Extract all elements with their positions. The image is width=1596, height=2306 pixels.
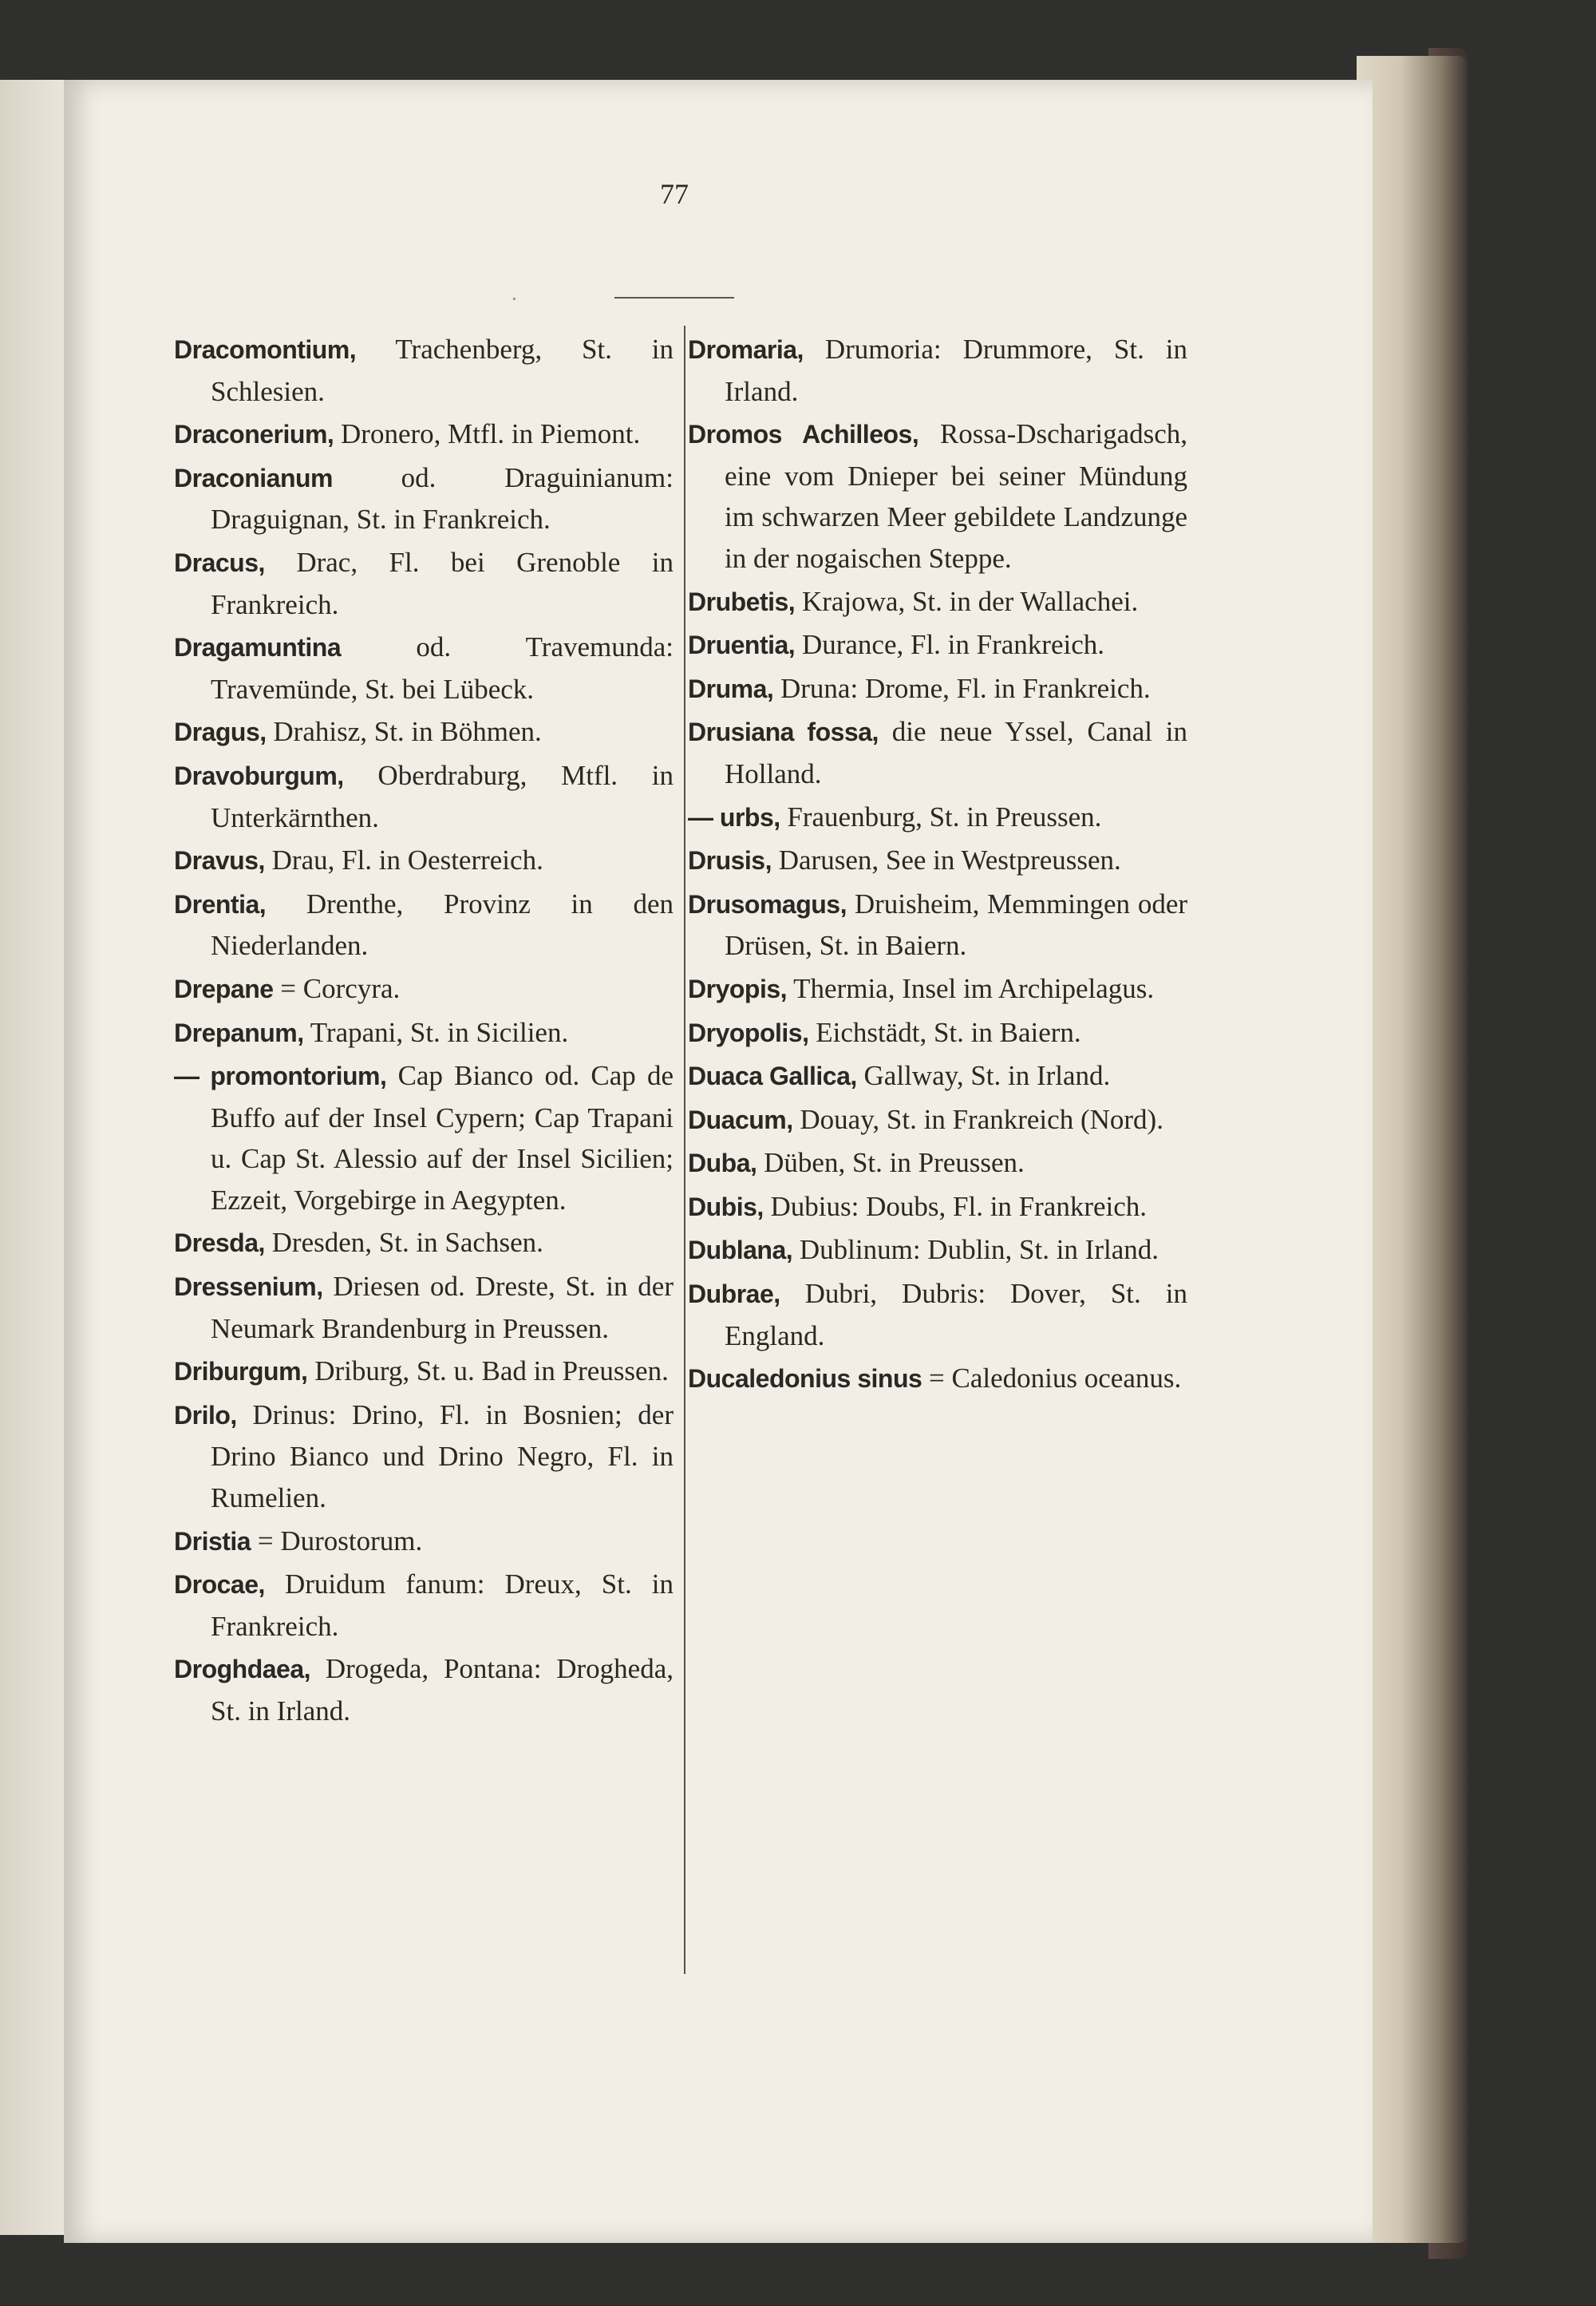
entry-definition: Durance, Fl. in Frankreich. — [801, 629, 1104, 661]
entry-definition: Dubius: Doubs, Fl. in Frankreich. — [770, 1190, 1148, 1222]
dictionary-entry — [174, 542, 674, 625]
dictionary-entry — [174, 1648, 674, 1731]
dictionary-entry — [688, 797, 1187, 839]
entry-definition: Drau, Fl. in Oesterreich. — [271, 844, 543, 876]
entry-definition: Eichstädt, St. in Baiern. — [816, 1016, 1081, 1048]
entry-headword: Dravoburgum, — [174, 761, 344, 790]
entry-definition: Driesen od. Dreste, St. in der Neumark Brandenburg in Preussen. — [211, 1271, 674, 1344]
entry-headword: Druma, — [688, 674, 774, 703]
entry-definition: die neue Yssel, Canal in Holland. — [725, 716, 1188, 789]
entry-definition: Oberdraburg, Mtfl. in Unterkärnthen. — [211, 759, 674, 833]
entry-definition: Drumoria: Drummore, St. in Irland. — [725, 334, 1188, 407]
entry-definition: Dronero, Mtfl. in Piemont. — [341, 418, 641, 450]
entry-headword: Dravus, — [174, 846, 265, 876]
entry-definition: Dublinum: Dublin, St. in Irland. — [799, 1234, 1159, 1266]
dictionary-entry — [688, 884, 1187, 967]
dictionary-entry — [174, 1564, 674, 1647]
entry-definition: od. Travemunda: Travemünde, St. bei Lübeck. — [211, 631, 674, 705]
entry-headword: Dragamuntina — [174, 633, 342, 663]
ink-speck: · — [511, 287, 518, 310]
entry-headword: Drentia, — [174, 889, 267, 919]
entry-headword: Dresda, — [174, 1228, 265, 1258]
left-column — [174, 329, 674, 1734]
page-number-rule — [614, 297, 734, 299]
entry-definition: Trachenberg, St. in Schlesien. — [211, 334, 674, 407]
entry-headword: Dracus, — [174, 548, 265, 577]
dictionary-entry — [688, 1186, 1187, 1228]
dictionary-entry — [174, 1266, 674, 1349]
entry-definition: Drac, Fl. bei Grenoble in Frankreich. — [211, 546, 674, 620]
entry-headword: Droghdaea, — [174, 1655, 311, 1684]
entry-definition: Druisheim, Memmingen oder Drüsen, St. in Baiern. — [725, 888, 1188, 962]
entry-definition: = Durostorum. — [257, 1525, 423, 1556]
dictionary-entry — [174, 755, 674, 838]
dictionary-entry — [174, 1055, 674, 1220]
dictionary-entry — [174, 1394, 674, 1519]
entry-headword: Drilo, — [174, 1400, 237, 1430]
dictionary-entry — [688, 1099, 1187, 1141]
entry-headword: Dryopis, — [688, 974, 788, 1003]
entry-headword: Draconianum — [174, 463, 333, 492]
entry-headword: Draconerium, — [174, 420, 334, 449]
page-number: 77 — [660, 178, 689, 210]
entry-headword: Drocae, — [174, 1570, 265, 1600]
dictionary-entry — [688, 968, 1187, 1011]
entry-headword: Drubetis, — [688, 587, 796, 616]
entry-definition: Trapani, St. in Sicilien. — [310, 1016, 569, 1048]
dictionary-entry — [688, 413, 1187, 579]
dictionary-entry — [688, 329, 1187, 412]
entry-headword: Dubrae, — [688, 1280, 780, 1309]
dictionary-entry — [688, 1012, 1187, 1054]
entry-definition: od. Draguinianum: Draguignan, St. in Frankreich. — [211, 461, 674, 536]
entry-headword: Drepanum, — [174, 1018, 304, 1047]
entry-headword: Duacum, — [688, 1105, 793, 1134]
dictionary-entry — [174, 1521, 674, 1563]
entry-definition: Cap Bianco od. Cap de Buffo auf der Insel Cypern; Cap Trapani u. Cap St. Alessio auf der Insel Sicilien; Ezzeit, Vorgebirge in Aegypten. — [211, 1060, 674, 1216]
entry-headword: Dristia — [174, 1526, 251, 1556]
entry-definition: Rossa-Dscharigadsch, eine vom Dnieper bei seiner Mündung im schwarzen Meer gebildete Landzunge in der nogaischen Steppe. — [725, 418, 1188, 574]
dictionary-entry — [688, 624, 1187, 666]
entry-headword: Duaca Gallica, — [688, 1062, 857, 1091]
entry-headword: — urbs, — [688, 802, 780, 832]
entry-definition: Dresden, St. in Sachsen. — [271, 1227, 543, 1259]
dictionary-entry — [174, 884, 674, 967]
dictionary-entry — [174, 840, 674, 882]
dictionary-entry — [688, 1358, 1187, 1400]
dictionary-entry — [688, 1229, 1187, 1272]
entry-definition: Drahisz, St. in Böhmen. — [273, 716, 542, 748]
dictionary-entry — [688, 1273, 1187, 1356]
column-divider — [684, 326, 685, 1974]
dictionary-entry — [688, 581, 1187, 623]
entry-headword: Dracomontium, — [174, 335, 357, 364]
entry-definition: Darusen, See in Westpreussen. — [778, 844, 1121, 876]
entry-headword: Druentia, — [688, 631, 796, 660]
entry-headword: Drusis, — [688, 846, 772, 876]
dictionary-entry — [688, 668, 1187, 710]
entry-headword: Dubis, — [688, 1192, 764, 1221]
dictionary-entry — [174, 457, 674, 540]
dictionary-entry — [688, 711, 1187, 794]
entry-headword: — promontorium, — [174, 1062, 387, 1091]
entry-headword: Drepane — [174, 974, 274, 1003]
entry-headword: Dragus, — [174, 718, 267, 747]
entry-definition: Druidum fanum: Dreux, St. in Frankreich. — [211, 1568, 674, 1642]
entry-definition: Druna: Drome, Fl. in Frankreich. — [780, 672, 1151, 704]
dictionary-entry — [174, 627, 674, 710]
entry-definition: = Corcyra. — [280, 972, 401, 1004]
entry-definition: Driburg, St. u. Bad in Preussen. — [314, 1355, 669, 1387]
dictionary-entry — [688, 840, 1187, 882]
entry-definition: Gallway, St. in Irland. — [863, 1060, 1111, 1092]
entry-definition: Frauenburg, St. in Preussen. — [787, 801, 1102, 833]
dictionary-entry — [174, 1012, 674, 1054]
entry-definition: Drinus: Drino, Fl. in Bosnien; der Drino Bianco und Drino Negro, Fl. in Rumelien. — [211, 1398, 674, 1514]
entry-headword: Duba, — [688, 1149, 757, 1178]
dictionary-entry — [174, 1222, 674, 1264]
entry-headword: Driburgum, — [174, 1357, 308, 1386]
entry-headword: Dublana, — [688, 1236, 793, 1265]
entry-definition: = Caledonius oceanus. — [929, 1363, 1182, 1394]
entry-definition: Thermia, Insel im Archipelagus. — [793, 972, 1155, 1004]
dictionary-entry — [174, 711, 674, 754]
entry-definition: Krajowa, St. in der Wallachei. — [801, 585, 1139, 617]
entry-definition: Dubri, Dubris: Dover, St. in England. — [725, 1278, 1187, 1351]
dictionary-entry — [174, 1351, 674, 1393]
dictionary-entry — [174, 413, 674, 456]
dictionary-entry — [174, 968, 674, 1011]
entry-headword: Dromaria, — [688, 335, 804, 364]
entry-definition: Drenthe, Provinz in den Niederlanden. — [211, 888, 674, 962]
dictionary-entry — [688, 1142, 1187, 1185]
page-stack-edge — [1357, 56, 1468, 2243]
entry-headword: Drusomagus, — [688, 889, 847, 919]
entry-headword: Dryopolis, — [688, 1018, 809, 1047]
entry-headword: Dromos Achilleos, — [688, 420, 919, 449]
dictionary-entry — [174, 329, 674, 412]
entry-definition: Düben, St. in Preussen. — [764, 1147, 1025, 1179]
entry-definition: Drogeda, Pontana: Drogheda, St. in Irland. — [211, 1653, 674, 1727]
entry-headword: Drusiana fossa, — [688, 718, 879, 747]
entry-headword: Ducaledonius sinus — [688, 1364, 922, 1394]
entry-definition: Douay, St. in Frankreich (Nord). — [800, 1103, 1163, 1135]
entry-headword: Dressenium, — [174, 1272, 323, 1302]
right-column — [688, 329, 1187, 1402]
dictionary-entry — [688, 1055, 1187, 1098]
